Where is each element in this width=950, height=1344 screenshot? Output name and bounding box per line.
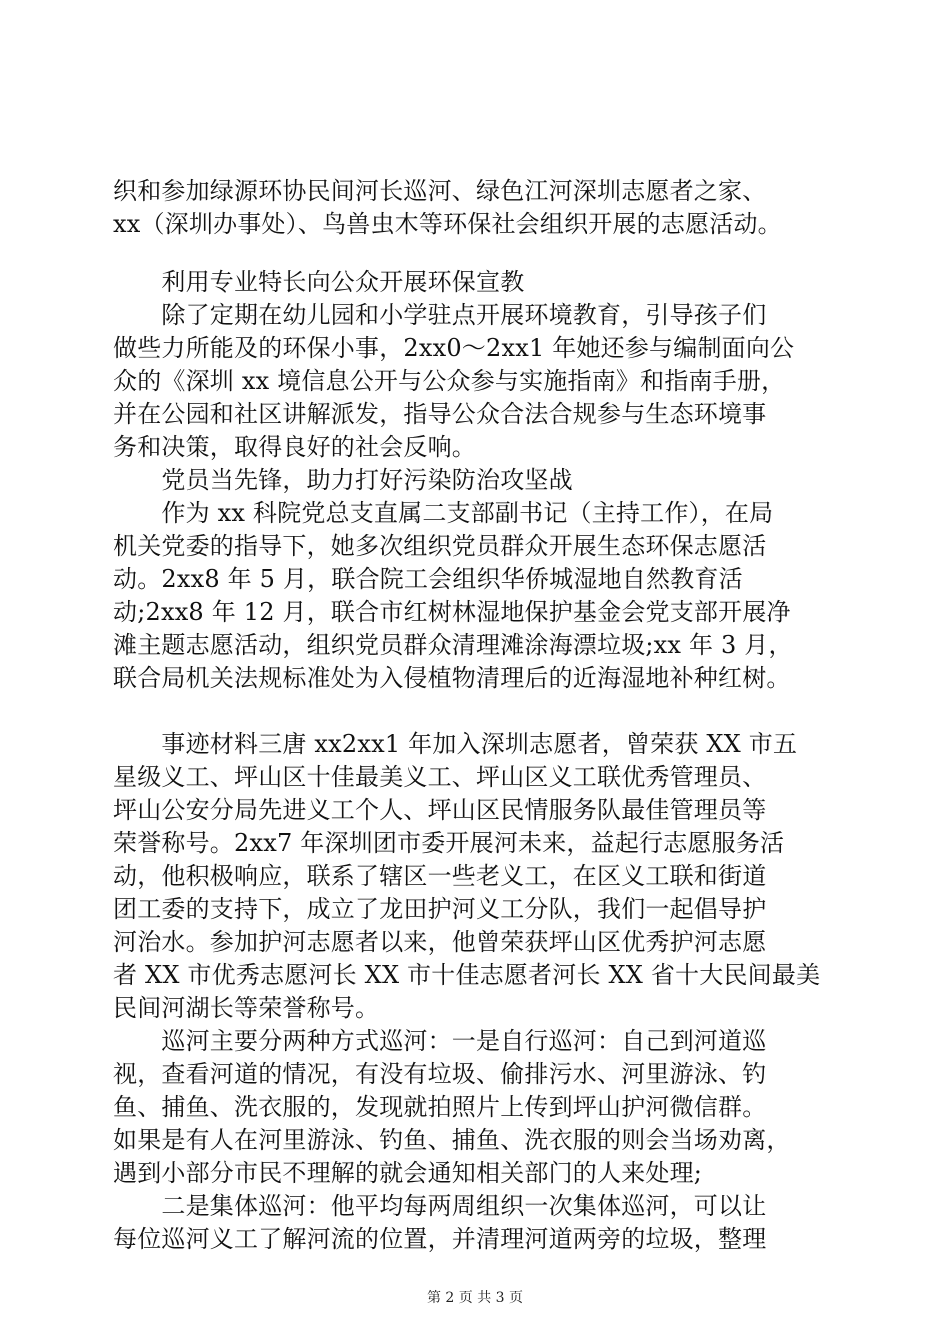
text-line: 团工委的支持下，成立了龙田护河义工分队，我们一起倡导护 [113, 895, 767, 923]
text-line: 视，查看河道的情况，有没有垃圾、偷排污水、河里游泳、钓 [113, 1060, 767, 1088]
text-line: 民间河湖长等荣誉称号。 [113, 994, 380, 1022]
text-line: 并在公园和社区讲解派发，指导公众合法合规参与生态环境事 [113, 400, 767, 428]
section-heading: 利用专业特长向公众开展环保宣教 [113, 268, 525, 296]
text-line: 作为 xx 科院党总支直属二支部副书记（主持工作），在局 [113, 499, 774, 527]
text-line: 河治水。参加护河志愿者以来，他曾荣获坪山区优秀护河志愿 [113, 928, 767, 956]
text-line: 荣誉称号。2xx7 年深圳团市委开展河未来，益起行志愿服务活 [113, 829, 785, 857]
text-line: 动;2xx8 年 12 月，联合市红树林湿地保护基金会党支部开展净 [113, 598, 791, 626]
text-line: 联合局机关法规标准处为入侵植物清理后的近海湿地补种红树。 [113, 664, 791, 692]
text-line: 星级义工、坪山区十佳最美义工、坪山区义工联优秀管理员、 [113, 763, 767, 791]
text-line: 动，他积极响应，联系了辖区一些老义工，在区义工联和街道 [113, 862, 767, 890]
text-line: 二是集体巡河：他平均每两周组织一次集体巡河，可以让 [113, 1192, 767, 1220]
text-line: 机关党委的指导下，她多次组织党员群众开展生态环保志愿活 [113, 532, 767, 560]
text-line: xx（深圳办事处）、鸟兽虫木等环保社会组织开展的志愿活动。 [113, 210, 782, 238]
text-line: 务和决策，取得良好的社会反响。 [113, 433, 476, 461]
text-line: 如果是有人在河里游泳、钓鱼、捕鱼、洗衣服的则会当场劝离， [113, 1126, 791, 1154]
text-line: 众的《深圳 xx 境信息公开与公众参与实施指南》和指南手册， [113, 367, 786, 395]
page-number-footer: 第 2 页 共 3 页 [426, 1290, 524, 1306]
text-line: 遇到小部分市民不理解的就会通知相关部门的人来处理; [113, 1159, 703, 1187]
text-line: 除了定期在幼儿园和小学驻点开展环境教育，引导孩子们 [113, 301, 767, 329]
text-line: 者 XX 市优秀志愿河长 XX 市十佳志愿者河长 XX 省十大民间最美 [113, 961, 821, 989]
text-line: 织和参加绿源环协民间河长巡河、绿色江河深圳志愿者之家、 [113, 177, 767, 205]
text-line: 事迹材料三唐 xx2xx1 年加入深圳志愿者，曾荣获 XX 市五 [113, 730, 798, 758]
text-line: 坪山公安分局先进义工个人、坪山区民情服务队最佳管理员等 [113, 796, 767, 824]
text-line: 每位巡河义工了解河流的位置，并清理河道两旁的垃圾，整理 [113, 1225, 767, 1253]
text-line: 动。2xx8 年 5 月，联合院工会组织华侨城湿地自然教育活 [113, 565, 743, 593]
text-line: 做些力所能及的环保小事，2xx0～2xx1 年她还参与编制面向公 [113, 334, 795, 362]
text-line: 巡河主要分两种方式巡河：一是自行巡河：自己到河道巡 [113, 1027, 767, 1055]
section-heading: 党员当先锋，助力打好污染防治攻坚战 [113, 466, 573, 494]
text-line: 鱼、捕鱼、洗衣服的，发现就拍照片上传到坪山护河微信群。 [113, 1093, 767, 1121]
text-line: 滩主题志愿活动，组织党员群众清理滩涂海漂垃圾;xx 年 3 月， [113, 631, 793, 659]
